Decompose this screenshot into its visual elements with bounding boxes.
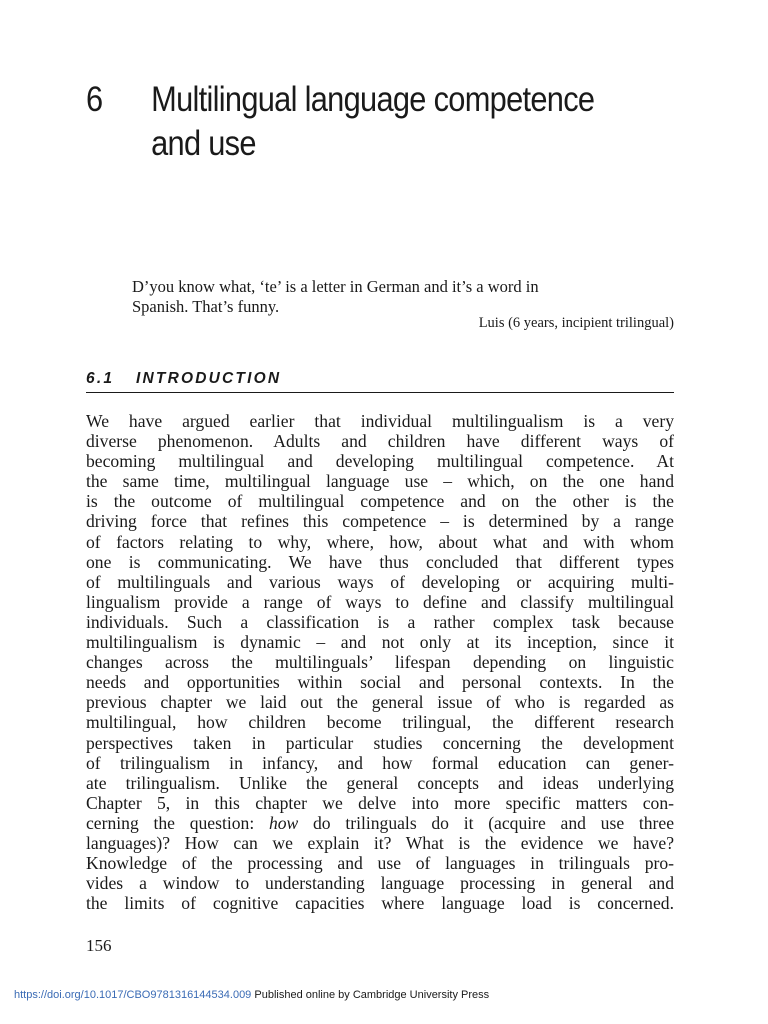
- chapter-title-line-2: and use: [151, 124, 256, 163]
- body-line: [86, 813, 674, 833]
- doi-link[interactable]: https://doi.org/10.1017/CBO9781316144534.009: [14, 989, 252, 1001]
- body-line: becoming multilingual and developing multilingual competence. At: [86, 451, 674, 472]
- epigraph-attribution: Luis (6 years, incipient trilingual): [478, 315, 674, 331]
- section-title: INTRODUCTION: [136, 370, 282, 387]
- epigraph-line-2: Spanish. That’s funny.: [132, 297, 280, 316]
- body-line: is the outcome of multilingual competence and on the other is the: [86, 491, 674, 512]
- body-line: ate trilingualism. Unlike the general concepts and ideas underlying: [86, 772, 674, 793]
- body-text-run: do trilinguals do it (acquire and use three: [298, 812, 675, 833]
- footer: [14, 989, 489, 1001]
- chapter-number: 6: [86, 80, 103, 119]
- body-line: We have argued earlier that individual multilingualism is a very: [86, 411, 674, 431]
- body-line: of factors relating to why, where, how, about what and with whom: [86, 531, 674, 552]
- section-heading: [86, 370, 674, 393]
- section-number: 6.1: [86, 370, 115, 387]
- body-line: changes across the multilinguals’ lifespan depending on linguistic: [86, 652, 674, 673]
- body-line: needs and opportunities within social and personal contexts. In the: [86, 672, 674, 693]
- body-line: individuals. Such a classification is a rather complex task because: [86, 611, 674, 632]
- body-line: Knowledge of the processing and use of languages in trilinguals pro-: [86, 853, 674, 874]
- body-line: multilingual, how children become trilingual, the different research: [86, 712, 674, 733]
- body-line: the limits of cognitive capacities where language load is concerned.: [86, 893, 674, 914]
- body-line: one is communicating. We have thus concluded that different types: [86, 551, 674, 572]
- body-paragraph: [86, 411, 674, 913]
- body-line: perspectives taken in particular studies concerning the development: [86, 732, 674, 753]
- chapter-title-line-1: Multilingual language competence: [151, 80, 595, 119]
- body-line: lingualism provide a range of ways to define and classify multilingual: [86, 591, 674, 612]
- body-line: driving force that refines this competence – is determined by a range: [86, 511, 674, 532]
- body-line: vides a window to understanding language processing in general and: [86, 873, 674, 894]
- body-line: of multilinguals and various ways of developing or acquiring multi-: [86, 571, 674, 592]
- publisher-note: Published online by Cambridge University Press: [251, 989, 490, 1001]
- body-line: multilingualism is dynamic – and not only at its inception, since it: [86, 632, 674, 653]
- body-text-run: cerning the question:: [86, 812, 269, 833]
- chapter-title: [151, 78, 644, 166]
- body-line: diverse phenomenon. Adults and children have different ways of: [86, 431, 674, 452]
- body-line: of trilingualism in infancy, and how formal education can gener-: [86, 752, 674, 773]
- epigraph-quote: [132, 277, 692, 317]
- page-number: 156: [86, 936, 112, 955]
- body-line: the same time, multilingual language use – which, on the one hand: [86, 471, 674, 492]
- body-line: Chapter 5, in this chapter we delve into more specific matters con-: [86, 792, 674, 813]
- body-line: languages)? How can we explain it? What is the evidence we have?: [86, 832, 674, 853]
- emphasis-how: how: [268, 812, 299, 833]
- body-line: previous chapter we laid out the general issue of who is regarded as: [86, 692, 674, 713]
- epigraph-line-1: D’you know what, ‘te’ is a letter in German and it’s a word in: [132, 277, 539, 296]
